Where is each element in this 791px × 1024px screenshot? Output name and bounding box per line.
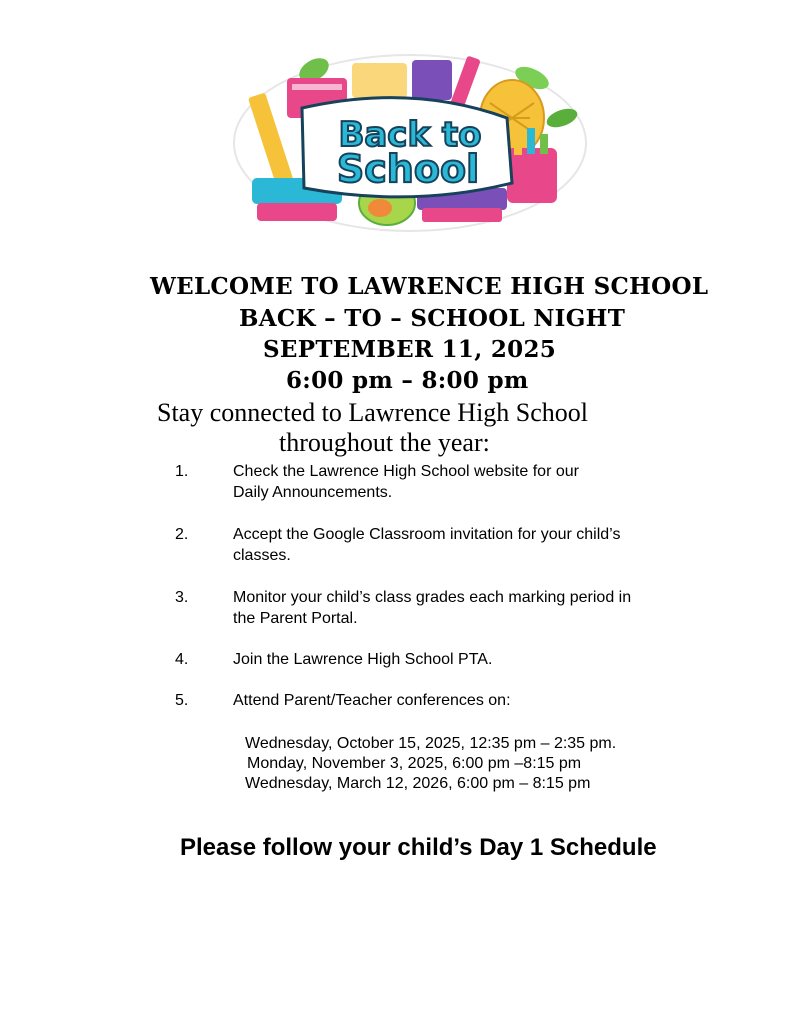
list-item-text: Accept the Google Classroom invitation for your child’s bbox=[233, 526, 621, 543]
event-time: 6:00 pm – 8:00 pm bbox=[286, 367, 529, 394]
list-number: 2. bbox=[175, 526, 189, 543]
list-item-text: classes. bbox=[233, 547, 291, 564]
conference-date-1: Wednesday, October 15, 2025, 12:35 pm – 2:35 pm. bbox=[245, 735, 617, 752]
list-number: 1. bbox=[175, 463, 189, 480]
list-item-text: Monitor your child’s class grades each marking period in bbox=[233, 589, 632, 606]
back-to-school-illustration bbox=[232, 48, 588, 234]
list-item-text: the Parent Portal. bbox=[233, 610, 358, 627]
conference-date-2: Monday, November 3, 2025, 6:00 pm –8:15 pm bbox=[247, 755, 582, 772]
list-item-text: Attend Parent/Teacher conferences on: bbox=[233, 692, 511, 709]
conference-date-3: Wednesday, March 12, 2026, 6:00 pm – 8:15 pm bbox=[245, 775, 591, 792]
list-item-text: Join the Lawrence High School PTA. bbox=[233, 651, 493, 668]
list-number: 4. bbox=[175, 651, 189, 668]
event-date: SEPTEMBER 11, 2025 bbox=[263, 336, 557, 363]
welcome-heading: WELCOME TO LAWRENCE HIGH SCHOOL bbox=[150, 273, 709, 300]
list-item-text: Daily Announcements. bbox=[233, 484, 393, 501]
logo-text-line1: Back to bbox=[338, 115, 482, 155]
schedule-note: Please follow your child’s Day 1 Schedule bbox=[180, 834, 657, 861]
intro-line1: Stay connected to Lawrence High School bbox=[157, 398, 589, 427]
logo-text-line2: School bbox=[336, 147, 480, 191]
list-item-text: Check the Lawrence High School website for our bbox=[233, 463, 579, 480]
intro-line2: throughout the year: bbox=[279, 428, 490, 457]
back-to-school-logo bbox=[232, 48, 588, 234]
event-title: BACK – TO – SCHOOL NIGHT bbox=[239, 305, 626, 332]
list-number: 5. bbox=[175, 692, 189, 709]
list-number: 3. bbox=[175, 589, 189, 606]
